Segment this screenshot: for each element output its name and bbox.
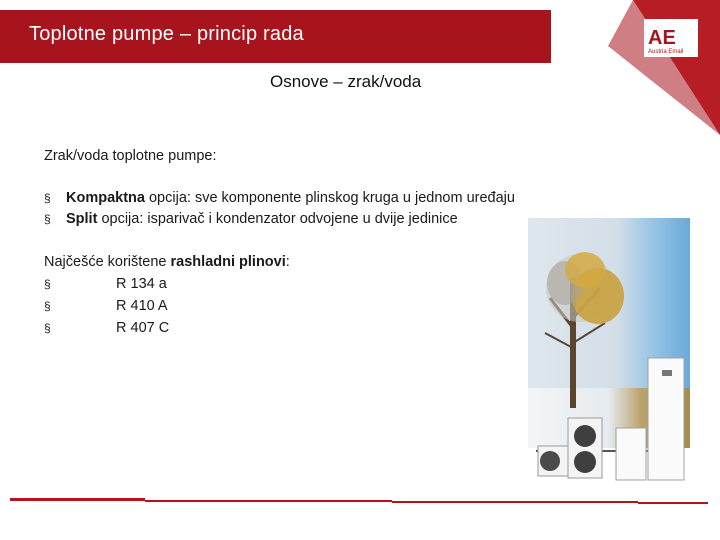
bullet-kompaktna xyxy=(44,190,515,206)
bullet-text: opcija: isparivač i kondenzator odvojene u dvije jedinice xyxy=(97,211,458,227)
footer-divider xyxy=(638,502,708,504)
gas-item xyxy=(44,298,168,314)
logo-graphic xyxy=(600,0,720,135)
gas-name: R 134 a xyxy=(116,276,167,292)
bullet-icon: § xyxy=(44,277,51,291)
gas-item xyxy=(44,276,167,292)
logo-text: Austria Email xyxy=(648,49,684,55)
gas-name: R 407 C xyxy=(116,320,170,336)
gases-heading-bold: rashladni plinovi xyxy=(170,254,286,270)
bullet-icon: § xyxy=(44,299,51,313)
page-title: Toplotne pumpe – princip rada xyxy=(29,23,304,45)
intro-text: Zrak/voda toplotne pumpe: xyxy=(44,148,217,164)
bullet-text: opcija: sve komponente plinskog kruga u jednom uređaju xyxy=(144,190,515,206)
bullet-icon: § xyxy=(44,191,51,205)
gas-item xyxy=(44,320,169,336)
slide-subtitle: Osnove – zrak/voda xyxy=(270,72,422,91)
bullet-split xyxy=(44,211,458,227)
gases-heading-suffix: : xyxy=(285,254,290,270)
footer-divider xyxy=(10,498,145,501)
logo-mark: AE xyxy=(648,27,676,49)
bullet-bold: Kompaktna xyxy=(66,190,145,206)
bullet-icon: § xyxy=(44,212,51,226)
heat-pump-photo xyxy=(510,218,690,486)
heat-pump-image xyxy=(510,218,690,486)
footer-divider xyxy=(392,501,638,503)
company-logo xyxy=(600,0,720,135)
gases-heading xyxy=(44,254,290,270)
bullet-bold: Split xyxy=(66,211,98,227)
gas-name: R 410 A xyxy=(116,298,168,314)
bullet-icon: § xyxy=(44,321,51,335)
gases-heading-prefix: Najčešće korištene xyxy=(44,254,171,270)
footer-divider xyxy=(145,500,392,502)
title-bar xyxy=(0,10,551,63)
